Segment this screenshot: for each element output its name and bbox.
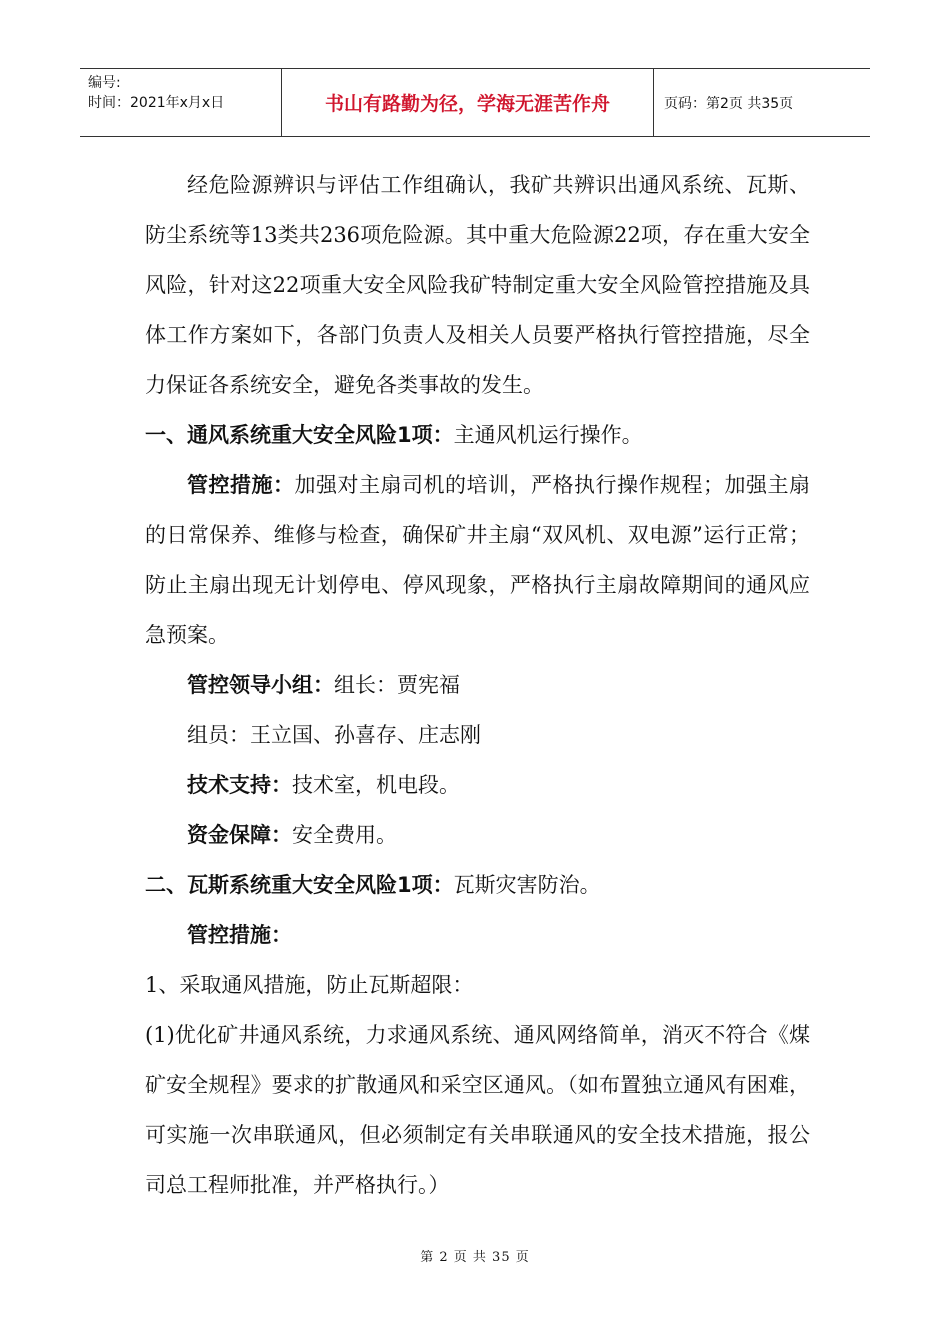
header-page-info: 页码：第2页 共35页 (664, 95, 794, 112)
header-motto: 书山有路勤为径，学海无涯苦作舟 (324, 93, 610, 115)
time-label: 时间：2021年x月x日 (88, 95, 225, 111)
section-1-tech-text: 技术室，机电段。 (292, 773, 460, 797)
header-meta (80, 69, 282, 136)
page-footer: 第 2 页 共 35 页 (420, 1250, 530, 1265)
document-body (145, 160, 810, 1210)
section-2-title: 二、瓦斯系统重大安全风险1项： (145, 873, 454, 897)
section-1-leader-label: 管控领导小组： (187, 673, 334, 697)
number-label: 编号: (88, 75, 121, 91)
section-1-measures-label: 管控措施： (187, 473, 295, 497)
section-1-leader-text: 组长：贾宪福 (334, 673, 460, 697)
section-1-tech (145, 760, 810, 810)
section-2-measures (145, 910, 810, 960)
section-1-measures (145, 460, 810, 660)
section-1-fund-label: 资金保障： (187, 823, 292, 847)
section-1-fund (145, 810, 810, 860)
item-1: 1、采取通风措施，防止瓦斯超限： (145, 973, 474, 997)
item-1-1: (1)优化矿井通风系统，力求通风系统、通风网络简单，消灭不符合《煤矿安全规程》要求的扩散通风和采空区通风。（如布置独立通风有困难，可实施一次串联通风，但必须制定有关串联通风的安全技术措施，报公司总工程师批准，并严格执行。） (145, 1023, 810, 1197)
section-2-heading (145, 860, 810, 910)
section-1-subject: 主通风机运行操作。 (453, 423, 643, 447)
header-motto-cell (282, 69, 654, 136)
header-table (80, 68, 870, 137)
section-1-heading (145, 410, 810, 460)
section-2-measures-label: 管控措施： (187, 923, 292, 947)
section-1-members: 组员：王立国、孙喜存、庄志刚 (187, 723, 481, 747)
section-1-measures-text: 加强对主扇司机的培训，严格执行操作规程；加强主扇的日常保养、维修与检查，确保矿井主扇“双风机、双电源”运行正常；防止主扇出现无计划停电、停风现象，严格执行主扇故障期间的通风应急预案。 (145, 473, 810, 647)
section-1-title: 一、通风系统重大安全风险1项： (145, 423, 454, 447)
section-1-tech-label: 技术支持： (187, 773, 292, 797)
intro-paragraph: 经危险源辨识与评估工作组确认，我矿共辨识出通风系统、瓦斯、防尘系统等13类共236项危险源。其中重大危险源22项，存在重大安全风险，针对这22项重大安全风险我矿特制定重大安全风险管控措施及具体工作方案如下，各部门负责人及相关人员要严格执行管控措施，尽全力保证各系统安全，避免各类事故的发生。 (145, 173, 810, 397)
section-1-leader (145, 660, 810, 710)
section-1-fund-text: 安全费用。 (292, 823, 397, 847)
section-2-subject: 瓦斯灾害防治。 (453, 873, 601, 897)
